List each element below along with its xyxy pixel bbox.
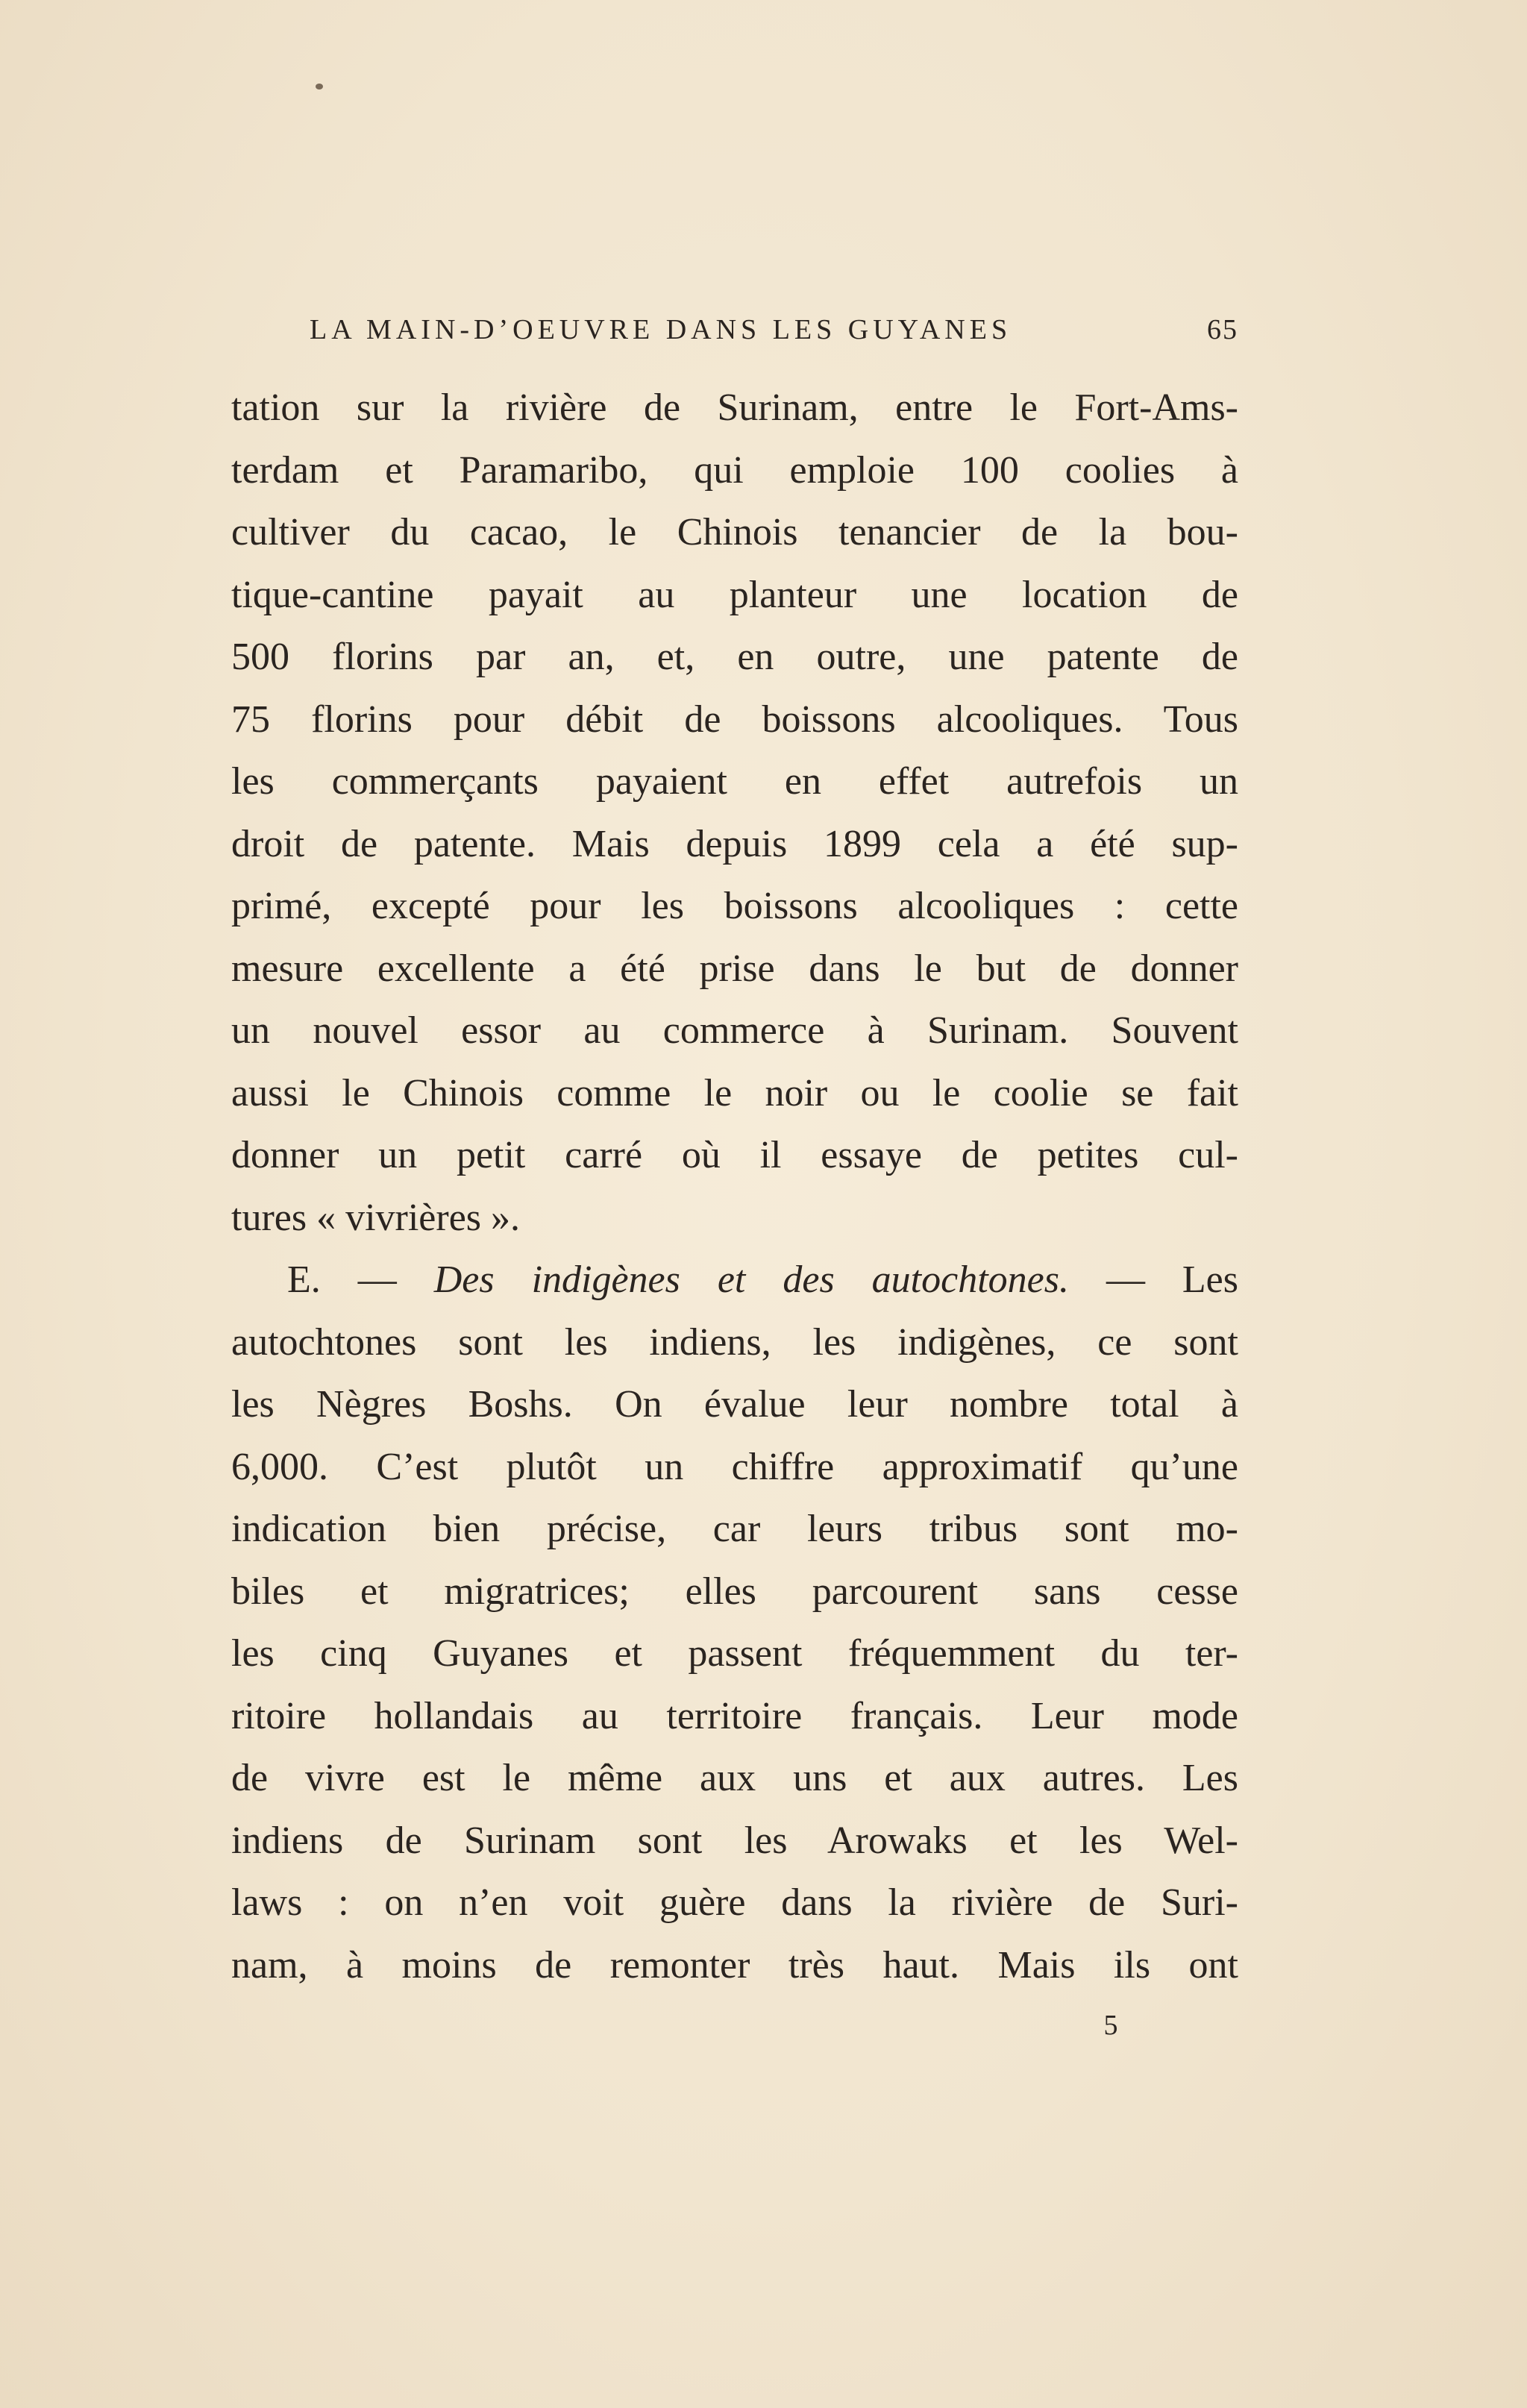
page-number: 65	[1207, 314, 1238, 345]
body-text	[231, 377, 1238, 1996]
text-line: cultiver du cacao, le Chinois tenancier de la bou-	[231, 511, 1238, 554]
text-line: un nouvel essor au commerce à Surinam. Souvent	[231, 1009, 1238, 1052]
signature-mark: 5	[1103, 2010, 1118, 2041]
text-line: indiens de Surinam sont les Arowaks et les Wel-	[231, 1819, 1238, 1862]
text-line: 6,000. C’est plutôt un chiffre approximatif qu’une	[231, 1445, 1238, 1488]
section-heading-line	[231, 1249, 1238, 1311]
text-line: terdam et Paramaribo, qui emploie 100 coolies à	[231, 448, 1238, 492]
section-continuation: — Les	[1106, 1258, 1238, 1301]
text-line: droit de patente. Mais depuis 1899 cela a été sup-	[231, 822, 1238, 865]
text-line: les cinq Guyanes et passent fréquemment du ter-	[231, 1632, 1238, 1675]
text-line: mesure excellente a été prise dans le but de donner	[231, 947, 1238, 990]
text-line: tures « vivrières ».	[231, 1196, 521, 1239]
text-line: aussi le Chinois comme le noir ou le coolie se fait	[231, 1071, 1238, 1114]
text-line: ritoire hollandais au territoire français. Leur mode	[231, 1694, 1238, 1737]
text-line: autochtones sont les indiens, les indigènes, ce sont	[231, 1320, 1238, 1364]
text-line: les commerçants payaient en effet autrefois un	[231, 760, 1238, 803]
section-label: E. —	[287, 1258, 397, 1301]
text-line: biles et migratrices; elles parcourent sans cesse	[231, 1570, 1238, 1613]
text-line: primé, excepté pour les boissons alcooliques : cette	[231, 885, 1238, 927]
section-title: Des indigènes et des autochtones.	[433, 1258, 1069, 1301]
text-line: 500 florins par an, et, en outre, une patente de	[231, 636, 1238, 678]
running-head-title: LA MAIN-D’OEUVRE DANS LES GUYANES	[310, 314, 1012, 345]
text-line: indication bien précise, car leurs tribus sont mo-	[231, 1508, 1238, 1550]
text-line: de vivre est le même aux uns et aux autres. Les	[231, 1757, 1238, 1799]
text-line: les Nègres Boshs. On évalue leur nombre total à	[231, 1383, 1238, 1426]
text-line: laws : on n’en voit guère dans la rivière de Suri-	[231, 1881, 1238, 1924]
ink-speck	[316, 84, 323, 90]
text-line: nam, à moins de remonter très haut. Mais ils ont	[231, 1943, 1238, 1987]
text-line: donner un petit carré où il essaye de petites cul-	[231, 1134, 1238, 1176]
text-line: 75 florins pour débit de boissons alcooliques. Tous	[231, 697, 1238, 741]
text-line: tique-cantine payait au planteur une location de	[231, 573, 1238, 616]
running-head	[310, 307, 1238, 352]
text-line: tation sur la rivière de Surinam, entre le Fort-Ams-	[231, 386, 1238, 429]
